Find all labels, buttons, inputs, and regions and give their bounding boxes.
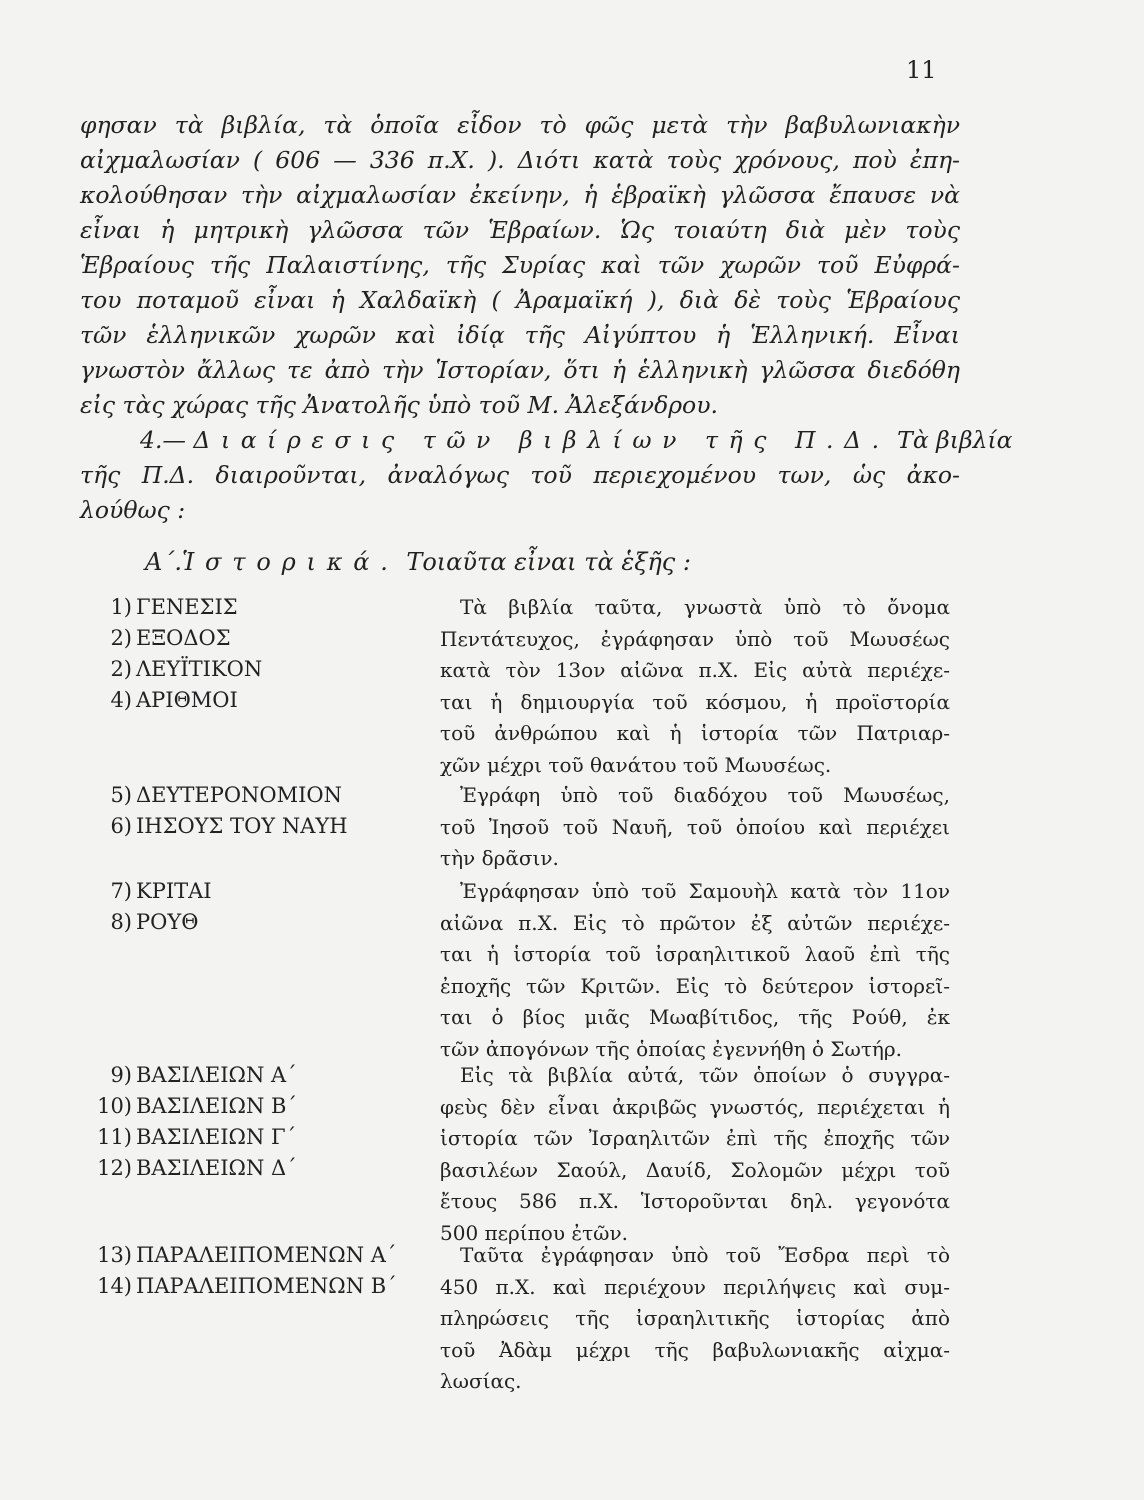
- book-description: [440, 876, 950, 1065]
- intro-paragraph: [80, 108, 1013, 528]
- book-entry: [80, 907, 430, 938]
- section-heading: Διαίρεσις τῶν βιβλίων τῆς Π.Δ.: [193, 426, 890, 454]
- book-entry: [80, 654, 430, 685]
- category-heading: [145, 548, 691, 576]
- text-line: Τὰ βιβλία ταῦτα, γνωστὰ ὑπὸ τὸ ὄνομα: [460, 595, 950, 619]
- section-heading-line: [80, 423, 1013, 458]
- text-line: Ταῦτα ἐγράφησαν ὑπὸ τοῦ Ἔσδρα περὶ τὸ: [460, 1243, 950, 1267]
- category-name: Ἱστορικά.: [181, 548, 399, 576]
- text-line: γνωστὸν ἄλλως τε ἀπὸ τὴν Ἱστορίαν, ὅτι ἡ ἑλληνικὴ γλῶσσα διεδόθη: [80, 356, 960, 384]
- book-entry: [80, 1122, 430, 1153]
- book-number: 2): [110, 626, 132, 650]
- text-line: τοῦ Ἀδὰμ μέχρι τῆς βαβυλωνιακῆς αἰχμα-: [440, 1337, 950, 1362]
- book-name: ΔΕΥΤΕΡΟΝΟΜΙΟΝ: [136, 783, 343, 807]
- book-name: ΛΕΥΪΤΙΚΟΝ: [136, 657, 263, 681]
- text-line: αἰῶνα π.Χ. Εἰς τὸ πρῶτον ἐξ αὐτῶν περιέχε-: [440, 910, 950, 935]
- text-line: Εἰς τὰ βιβλία αὐτά, τῶν ὁποίων ὁ συγγρα-: [460, 1063, 950, 1087]
- category-label: Α΄.: [145, 548, 182, 576]
- book-list: [80, 780, 430, 842]
- book-name: ΒΑΣΙΛΕΙΩΝ Γ΄: [136, 1125, 297, 1149]
- text-line: βασιλέων Σαούλ, Δαυίδ, Σολομῶν μέχρι τοῦ: [440, 1157, 950, 1182]
- book-entry: [80, 1091, 430, 1122]
- book-number: 8): [110, 910, 132, 934]
- text-line: πληρώσεις τῆς ἰσραηλιτικῆς ἱστορίας ἀπὸ: [440, 1306, 950, 1330]
- book-description: [440, 1060, 950, 1249]
- book-entry: [80, 1060, 430, 1091]
- book-number: 12): [97, 1156, 132, 1180]
- book-number: 2): [110, 657, 132, 681]
- book-entry: [80, 1271, 430, 1302]
- text-line: ἱστορία τῶν Ἰσραηλιτῶν ἐπὶ τῆς ἐποχῆς τῶν: [440, 1126, 950, 1150]
- book-name: ΒΑΣΙΛΕΙΩΝ Β΄: [136, 1094, 297, 1118]
- page-number: 11: [906, 56, 937, 84]
- text-line: εἶναι ἡ μητρικὴ γλῶσσα τῶν Ἑβραίων. Ὡς τοιαύτη διὰ μὲν τοὺς: [80, 216, 960, 244]
- text-line: τῶν ἀπογόνων τῆς ὁποίας ἐγεννήθη ὁ Σωτήρ.: [440, 1036, 903, 1061]
- book-number: 13): [97, 1243, 132, 1267]
- book-number: 5): [110, 783, 132, 807]
- text-line: λωσίας.: [440, 1369, 522, 1393]
- book-entry: [80, 1240, 430, 1271]
- book-number: 6): [110, 814, 132, 838]
- book-name: ΚΡΙΤΑΙ: [136, 879, 212, 903]
- book-entry: [80, 811, 430, 842]
- text-line: ται ὁ βίος μιᾶς Μωαβίτιδος, τῆς Ρούθ, ἐκ: [440, 1005, 950, 1029]
- text-line: Ἐγράφησαν ὑπὸ τοῦ Σαμουὴλ κατὰ τὸν 11ον: [460, 879, 950, 903]
- text-line: εἰς τὰς χώρας τῆς Ἀνατολῆς ὑπὸ τοῦ Μ. Ἀλεξάνδρου.: [80, 391, 718, 419]
- category-text: Τοιαῦτα εἶναι τὰ ἑξῆς :: [406, 548, 691, 576]
- text-line: λούθως :: [80, 496, 186, 524]
- section-text-start: Τὰ βιβλία: [897, 426, 1013, 454]
- book-entry: [80, 780, 430, 811]
- book-list: [80, 1060, 430, 1184]
- text-line: κατὰ τὸν 13ον αἰῶνα π.Χ. Εἰς αὐτὰ περιέχε-: [440, 658, 950, 682]
- book-entry: [80, 623, 430, 654]
- text-line: φησαν τὰ βιβλία, τὰ ὁποῖα εἶδον τὸ φῶς μετὰ τὴν βαβυλωνιακὴν: [80, 111, 960, 139]
- book-name: ΒΑΣΙΛΕΙΩΝ Δ΄: [136, 1156, 297, 1180]
- text-line: τοῦ ἀνθρώπου καὶ ἡ ἱστορία τῶν Πατριαρ-: [440, 721, 950, 745]
- book-entry: [80, 1153, 430, 1184]
- text-line: τῆς Π.Δ. διαιροῦνται, ἀναλόγως τοῦ περιεχομένου των, ὡς ἀκο-: [80, 461, 960, 489]
- book-name: ΓΕΝΕΣΙΣ: [136, 595, 238, 619]
- text-line: φεὺς δὲν εἶναι ἀκριβῶς γνωστός, περιέχεται ἡ: [440, 1094, 950, 1119]
- text-line: ἐποχῆς τῶν Κριτῶν. Εἰς τὸ δεύτερον ἱστορεῖ-: [440, 973, 950, 998]
- text-line: 450 π.Χ. καὶ περιέχουν περιλήψεις καὶ συμ-: [440, 1274, 950, 1299]
- book-description: [440, 780, 950, 875]
- book-description: [440, 592, 950, 781]
- book-name: ΑΡΙΘΜΟΙ: [136, 688, 238, 712]
- text-line: Ἑβραίους τῆς Παλαιστίνης, τῆς Συρίας καὶ τῶν χωρῶν τοῦ Εὐφρά-: [80, 251, 960, 279]
- text-line: αἰχμαλωσίαν ( 606 — 336 π.Χ. ). Διότι κατὰ τοὺς χρόνους, ποὺ ἐπη-: [80, 146, 960, 174]
- book-list: [80, 1240, 430, 1302]
- text-line: 500 περίπου ἐτῶν.: [440, 1220, 628, 1245]
- text-line: ται ἡ ἱστορία τοῦ ἰσραηλιτικοῦ λαοῦ ἐπὶ τῆς: [440, 942, 950, 966]
- text-line: του ποταμοῦ εἶναι ἡ Χαλδαϊκὴ ( Ἀραμαϊκή ), διὰ δὲ τοὺς Ἑβραίους: [80, 286, 960, 314]
- text-line: Πεντάτευχος, ἐγράφησαν ὑπὸ τοῦ Μωυσέως: [440, 626, 950, 651]
- book-entry: [80, 592, 430, 623]
- text-line: τῶν ἑλληνικῶν χωρῶν καὶ ἰδίᾳ τῆς Αἰγύπτου ἡ Ἑλληνική. Εἶναι: [80, 321, 960, 349]
- book-list: [80, 876, 430, 938]
- book-entry: [80, 685, 430, 716]
- section-number: 4.—: [140, 426, 186, 454]
- text-line: ται ἡ δημιουργία τοῦ κόσμου, ἡ προϊστορία: [440, 689, 950, 714]
- book-name: ΠΑΡΑΛΕΙΠΟΜΕΝΩΝ Α΄: [136, 1243, 397, 1267]
- book-number: 7): [110, 879, 132, 903]
- book-number: 11): [97, 1125, 132, 1149]
- book-description: [440, 1240, 950, 1398]
- text-line: κολούθησαν τὴν αἰχμαλωσίαν ἐκείνην, ἡ ἑβραϊκὴ γλῶσσα ἔπαυσε νὰ: [80, 181, 960, 209]
- book-entry: [80, 876, 430, 907]
- book-list: [80, 592, 430, 716]
- book-name: ΒΑΣΙΛΕΙΩΝ Α΄: [136, 1063, 297, 1087]
- book-name: ΠΑΡΑΛΕΙΠΟΜΕΝΩΝ Β΄: [136, 1274, 397, 1298]
- book-number: 4): [110, 688, 132, 712]
- book-name: ΡΟΥΘ: [136, 910, 199, 934]
- book-number: 1): [110, 595, 132, 619]
- text-line: ἔτους 586 π.Χ. Ἱστοροῦνται δηλ. γεγονότα: [440, 1189, 950, 1213]
- book-number: 10): [97, 1094, 132, 1118]
- text-line: τὴν δρᾶσιν.: [440, 846, 559, 870]
- text-line: Ἐγράφη ὑπὸ τοῦ διαδόχου τοῦ Μωυσέως,: [460, 783, 950, 807]
- book-name: ΕΞΟΔΟΣ: [136, 626, 231, 650]
- book-number: 14): [97, 1274, 132, 1298]
- book-name: ΙΗΣΟΥΣ ΤΟΥ ΝΑΥΗ: [136, 814, 348, 838]
- book-number: 9): [110, 1063, 132, 1087]
- text-line: χῶν μέχρι τοῦ θανάτου τοῦ Μωυσέως.: [440, 752, 832, 777]
- text-line: τοῦ Ἰησοῦ τοῦ Ναυῆ, τοῦ ὁποίου καὶ περιέχει: [440, 814, 950, 839]
